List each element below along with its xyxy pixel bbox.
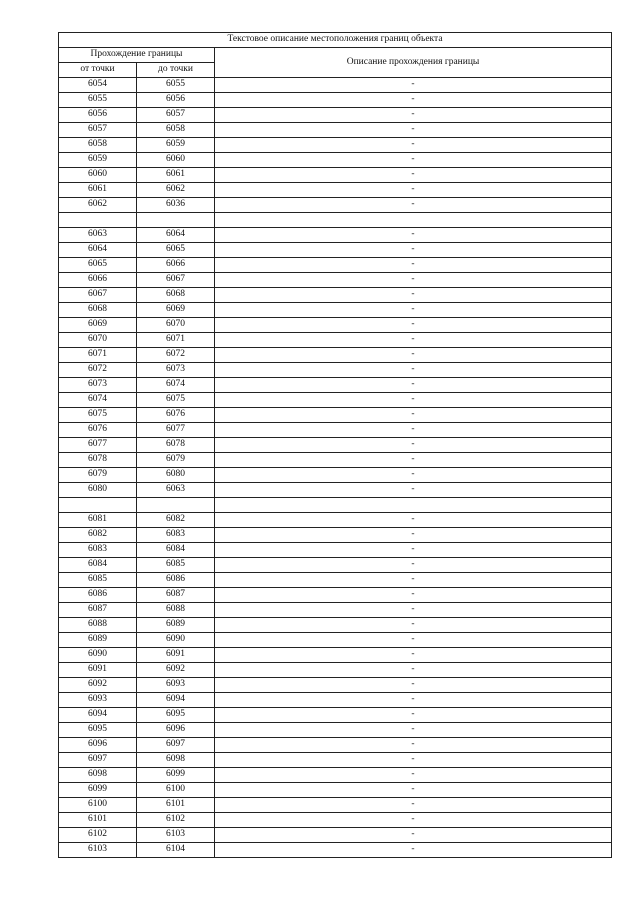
- cell-description: -: [215, 648, 612, 663]
- cell-to-point: 6087: [137, 588, 215, 603]
- cell-from-point: 6091: [59, 663, 137, 678]
- boundary-table: [58, 32, 612, 858]
- cell-to-point: 6073: [137, 363, 215, 378]
- table-header: [59, 33, 612, 78]
- cell-to-point: 6057: [137, 108, 215, 123]
- table-row: [59, 183, 612, 198]
- cell-to-point: 6067: [137, 273, 215, 288]
- cell-to-point: 6099: [137, 768, 215, 783]
- cell-to-point: 6061: [137, 168, 215, 183]
- table-row: [59, 408, 612, 423]
- table-row: [59, 288, 612, 303]
- cell-to-point: 6056: [137, 93, 215, 108]
- cell-description: -: [215, 288, 612, 303]
- cell-to-point: 6097: [137, 738, 215, 753]
- cell-description: [215, 213, 612, 228]
- cell-from-point: 6073: [59, 378, 137, 393]
- to-column-header: до точки: [137, 63, 215, 78]
- table-row: [59, 423, 612, 438]
- table-row: [59, 783, 612, 798]
- cell-description: -: [215, 258, 612, 273]
- cell-description: -: [215, 348, 612, 363]
- cell-to-point: 6086: [137, 573, 215, 588]
- table-row: [59, 663, 612, 678]
- cell-to-point: 6072: [137, 348, 215, 363]
- cell-description: -: [215, 783, 612, 798]
- table-row: [59, 453, 612, 468]
- cell-description: -: [215, 198, 612, 213]
- cell-to-point: [137, 498, 215, 513]
- table-row: [59, 78, 612, 93]
- cell-from-point: 6068: [59, 303, 137, 318]
- cell-description: -: [215, 363, 612, 378]
- table-row: [59, 573, 612, 588]
- separator-row: [59, 498, 612, 513]
- cell-description: -: [215, 93, 612, 108]
- cell-to-point: 6082: [137, 513, 215, 528]
- cell-description: -: [215, 753, 612, 768]
- cell-description: -: [215, 588, 612, 603]
- table-row: [59, 318, 612, 333]
- table-row: [59, 348, 612, 363]
- cell-description: -: [215, 153, 612, 168]
- table-row: [59, 843, 612, 858]
- cell-to-point: 6084: [137, 543, 215, 558]
- cell-from-point: 6086: [59, 588, 137, 603]
- cell-description: -: [215, 513, 612, 528]
- cell-from-point: 6080: [59, 483, 137, 498]
- cell-description: -: [215, 603, 612, 618]
- cell-from-point: 6061: [59, 183, 137, 198]
- cell-from-point: 6065: [59, 258, 137, 273]
- cell-from-point: 6069: [59, 318, 137, 333]
- cell-description: -: [215, 678, 612, 693]
- group-header-row: [59, 48, 612, 63]
- table-row: [59, 378, 612, 393]
- table-row: [59, 528, 612, 543]
- table-row: [59, 618, 612, 633]
- cell-description: -: [215, 138, 612, 153]
- cell-from-point: 6093: [59, 693, 137, 708]
- cell-from-point: 6081: [59, 513, 137, 528]
- cell-description: -: [215, 333, 612, 348]
- cell-description: -: [215, 618, 612, 633]
- cell-to-point: 6091: [137, 648, 215, 663]
- cell-to-point: 6092: [137, 663, 215, 678]
- cell-from-point: 6100: [59, 798, 137, 813]
- cell-description: -: [215, 78, 612, 93]
- cell-to-point: 6075: [137, 393, 215, 408]
- cell-from-point: 6075: [59, 408, 137, 423]
- table-row: [59, 633, 612, 648]
- cell-description: -: [215, 228, 612, 243]
- cell-to-point: 6066: [137, 258, 215, 273]
- cell-to-point: 6080: [137, 468, 215, 483]
- table-row: [59, 828, 612, 843]
- table-row: [59, 738, 612, 753]
- table-row: [59, 678, 612, 693]
- cell-description: -: [215, 483, 612, 498]
- table-row: [59, 243, 612, 258]
- cell-to-point: [137, 213, 215, 228]
- cell-description: -: [215, 543, 612, 558]
- cell-from-point: 6057: [59, 123, 137, 138]
- table-row: [59, 138, 612, 153]
- table-row: [59, 513, 612, 528]
- cell-to-point: 6077: [137, 423, 215, 438]
- cell-from-point: 6096: [59, 738, 137, 753]
- title-row: [59, 33, 612, 48]
- table-row: [59, 228, 612, 243]
- cell-description: -: [215, 738, 612, 753]
- cell-description: -: [215, 573, 612, 588]
- cell-from-point: 6066: [59, 273, 137, 288]
- cell-description: -: [215, 663, 612, 678]
- cell-from-point: 6092: [59, 678, 137, 693]
- from-column-header: от точки: [59, 63, 137, 78]
- cell-to-point: 6095: [137, 708, 215, 723]
- table-body: [59, 78, 612, 858]
- cell-to-point: 6036: [137, 198, 215, 213]
- cell-from-point: 6067: [59, 288, 137, 303]
- cell-from-point: 6101: [59, 813, 137, 828]
- cell-from-point: 6060: [59, 168, 137, 183]
- cell-from-point: 6077: [59, 438, 137, 453]
- cell-to-point: 6104: [137, 843, 215, 858]
- cell-to-point: 6094: [137, 693, 215, 708]
- cell-to-point: 6085: [137, 558, 215, 573]
- cell-to-point: 6074: [137, 378, 215, 393]
- cell-from-point: 6099: [59, 783, 137, 798]
- table-row: [59, 153, 612, 168]
- cell-from-point: 6085: [59, 573, 137, 588]
- cell-description: -: [215, 813, 612, 828]
- table-row: [59, 693, 612, 708]
- cell-description: -: [215, 438, 612, 453]
- desc-column-header: Описание прохождения границы: [215, 48, 612, 78]
- table-row: [59, 603, 612, 618]
- cell-description: -: [215, 378, 612, 393]
- cell-to-point: 6064: [137, 228, 215, 243]
- cell-to-point: 6069: [137, 303, 215, 318]
- cell-to-point: 6063: [137, 483, 215, 498]
- cell-description: -: [215, 693, 612, 708]
- cell-from-point: 6089: [59, 633, 137, 648]
- cell-from-point: [59, 213, 137, 228]
- cell-description: -: [215, 843, 612, 858]
- cell-from-point: 6084: [59, 558, 137, 573]
- cell-to-point: 6065: [137, 243, 215, 258]
- cell-from-point: 6059: [59, 153, 137, 168]
- table-row: [59, 123, 612, 138]
- group-header: Прохождение границы: [59, 48, 215, 63]
- cell-description: -: [215, 768, 612, 783]
- cell-from-point: 6098: [59, 768, 137, 783]
- cell-from-point: 6058: [59, 138, 137, 153]
- table-row: [59, 93, 612, 108]
- table-row: [59, 438, 612, 453]
- cell-to-point: 6089: [137, 618, 215, 633]
- cell-from-point: 6056: [59, 108, 137, 123]
- table-row: [59, 168, 612, 183]
- cell-from-point: 6072: [59, 363, 137, 378]
- cell-to-point: 6102: [137, 813, 215, 828]
- cell-from-point: 6087: [59, 603, 137, 618]
- cell-description: [215, 498, 612, 513]
- table-row: [59, 108, 612, 123]
- cell-from-point: [59, 498, 137, 513]
- cell-to-point: 6088: [137, 603, 215, 618]
- table-row: [59, 273, 612, 288]
- cell-to-point: 6078: [137, 438, 215, 453]
- table-row: [59, 393, 612, 408]
- table-row: [59, 558, 612, 573]
- separator-row: [59, 213, 612, 228]
- cell-description: -: [215, 798, 612, 813]
- table-row: [59, 543, 612, 558]
- cell-description: -: [215, 273, 612, 288]
- cell-from-point: 6083: [59, 543, 137, 558]
- cell-description: -: [215, 453, 612, 468]
- cell-description: -: [215, 468, 612, 483]
- cell-description: -: [215, 168, 612, 183]
- cell-description: -: [215, 708, 612, 723]
- cell-from-point: 6095: [59, 723, 137, 738]
- cell-to-point: 6100: [137, 783, 215, 798]
- cell-description: -: [215, 828, 612, 843]
- cell-description: -: [215, 408, 612, 423]
- cell-to-point: 6060: [137, 153, 215, 168]
- cell-to-point: 6101: [137, 798, 215, 813]
- cell-description: -: [215, 528, 612, 543]
- cell-to-point: 6103: [137, 828, 215, 843]
- table-row: [59, 768, 612, 783]
- cell-from-point: 6078: [59, 453, 137, 468]
- table-row: [59, 798, 612, 813]
- cell-from-point: 6076: [59, 423, 137, 438]
- table-row: [59, 588, 612, 603]
- cell-from-point: 6074: [59, 393, 137, 408]
- table-row: [59, 258, 612, 273]
- cell-description: -: [215, 723, 612, 738]
- table-title: Текстовое описание местоположения границ объекта: [59, 33, 612, 48]
- cell-from-point: 6070: [59, 333, 137, 348]
- cell-from-point: 6063: [59, 228, 137, 243]
- table-row: [59, 198, 612, 213]
- cell-from-point: 6055: [59, 93, 137, 108]
- cell-from-point: 6079: [59, 468, 137, 483]
- cell-to-point: 6098: [137, 753, 215, 768]
- table-row: [59, 753, 612, 768]
- cell-description: -: [215, 303, 612, 318]
- cell-to-point: 6083: [137, 528, 215, 543]
- cell-from-point: 6088: [59, 618, 137, 633]
- cell-to-point: 6059: [137, 138, 215, 153]
- cell-description: -: [215, 318, 612, 333]
- cell-description: -: [215, 243, 612, 258]
- table-row: [59, 468, 612, 483]
- cell-to-point: 6071: [137, 333, 215, 348]
- table-row: [59, 723, 612, 738]
- cell-description: -: [215, 633, 612, 648]
- cell-from-point: 6082: [59, 528, 137, 543]
- cell-to-point: 6070: [137, 318, 215, 333]
- cell-to-point: 6068: [137, 288, 215, 303]
- table-row: [59, 483, 612, 498]
- cell-from-point: 6097: [59, 753, 137, 768]
- cell-from-point: 6064: [59, 243, 137, 258]
- cell-to-point: 6093: [137, 678, 215, 693]
- cell-description: -: [215, 423, 612, 438]
- table-row: [59, 813, 612, 828]
- cell-description: -: [215, 393, 612, 408]
- cell-from-point: 6062: [59, 198, 137, 213]
- cell-from-point: 6071: [59, 348, 137, 363]
- cell-description: -: [215, 558, 612, 573]
- table-row: [59, 333, 612, 348]
- cell-description: -: [215, 123, 612, 138]
- cell-to-point: 6058: [137, 123, 215, 138]
- cell-to-point: 6055: [137, 78, 215, 93]
- cell-description: -: [215, 108, 612, 123]
- cell-to-point: 6076: [137, 408, 215, 423]
- cell-from-point: 6103: [59, 843, 137, 858]
- cell-to-point: 6079: [137, 453, 215, 468]
- cell-from-point: 6102: [59, 828, 137, 843]
- cell-from-point: 6054: [59, 78, 137, 93]
- table-row: [59, 363, 612, 378]
- cell-from-point: 6094: [59, 708, 137, 723]
- cell-description: -: [215, 183, 612, 198]
- table-row: [59, 708, 612, 723]
- table-row: [59, 648, 612, 663]
- cell-from-point: 6090: [59, 648, 137, 663]
- table-row: [59, 303, 612, 318]
- cell-to-point: 6062: [137, 183, 215, 198]
- cell-to-point: 6090: [137, 633, 215, 648]
- cell-to-point: 6096: [137, 723, 215, 738]
